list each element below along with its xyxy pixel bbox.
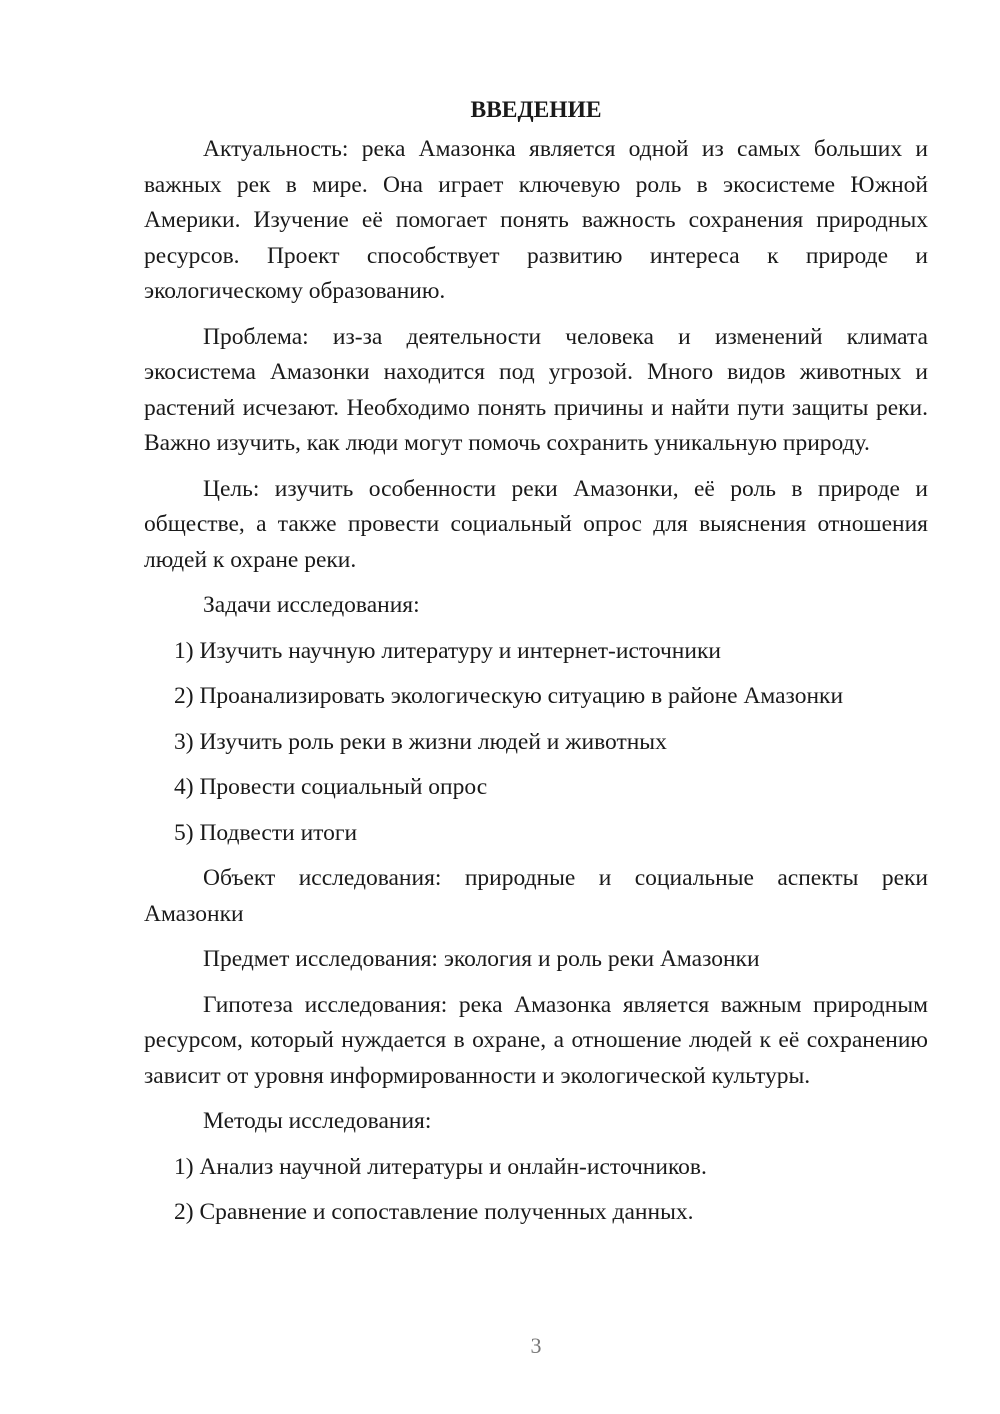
tasks-heading: Задачи исследования: [203, 592, 420, 618]
object-paragraph: Объект исследования: природные и социальные аспекты реки Амазонки [144, 865, 928, 927]
task-item: 3) Изучить роль реки в жизни людей и животных [174, 728, 667, 755]
section-heading: ВВЕДЕНИЕ [470, 97, 602, 123]
document-page [144, 90, 928, 1241]
task-item: 2) Проанализировать экологическую ситуацию в районе Амазонки [174, 683, 844, 709]
problem-paragraph: Проблема: из-за деятельности человека и изменений климата экосистема Амазонки находится под угрозой. Много видов животных и растений исчезают. Необходимо понять причины и найти пути защиты реки. Важно изучить, как люди могут помочь сохранить уникальную природу. [144, 323, 928, 456]
tasks-list [144, 634, 928, 852]
method-item: 1) Анализ научной литературы и онлайн-источников. [174, 1153, 707, 1180]
task-item: 4) Провести социальный опрос [174, 774, 488, 800]
method-item: 2) Сравнение и сопоставление полученных данных. [174, 1199, 694, 1225]
goal-paragraph: Цель: изучить особенности реки Амазонки, её роль в природе и обществе, а также провести социальный опрос для выяснения отношения людей к охране реки. [144, 475, 928, 573]
page-number: 3 [530, 1333, 542, 1358]
hypothesis-paragraph: Гипотеза исследования: река Амазонка является важным природным ресурсом, который нуждается в охране, а отношение людей к её сохранению зависит от уровня информированности и экологической культуры. [144, 991, 928, 1089]
subject-paragraph: Предмет исследования: экология и роль реки Амазонки [203, 946, 760, 972]
methods-heading: Методы исследования: [203, 1108, 432, 1134]
task-item: 5) Подвести итоги [174, 819, 358, 846]
relevance-paragraph: Актуальность: река Амазонка является одной из самых больших и важных рек в мире. Она играет ключевую роль в экосистеме Южной Америки. Изучение её помогает понять важность сохранения природных ресурсов. Проект способствует развитию интереса к природе и экологическому образованию. [144, 136, 928, 304]
task-item: 1) Изучить научную литературу и интернет-источники [174, 637, 721, 664]
methods-list [144, 1150, 928, 1231]
